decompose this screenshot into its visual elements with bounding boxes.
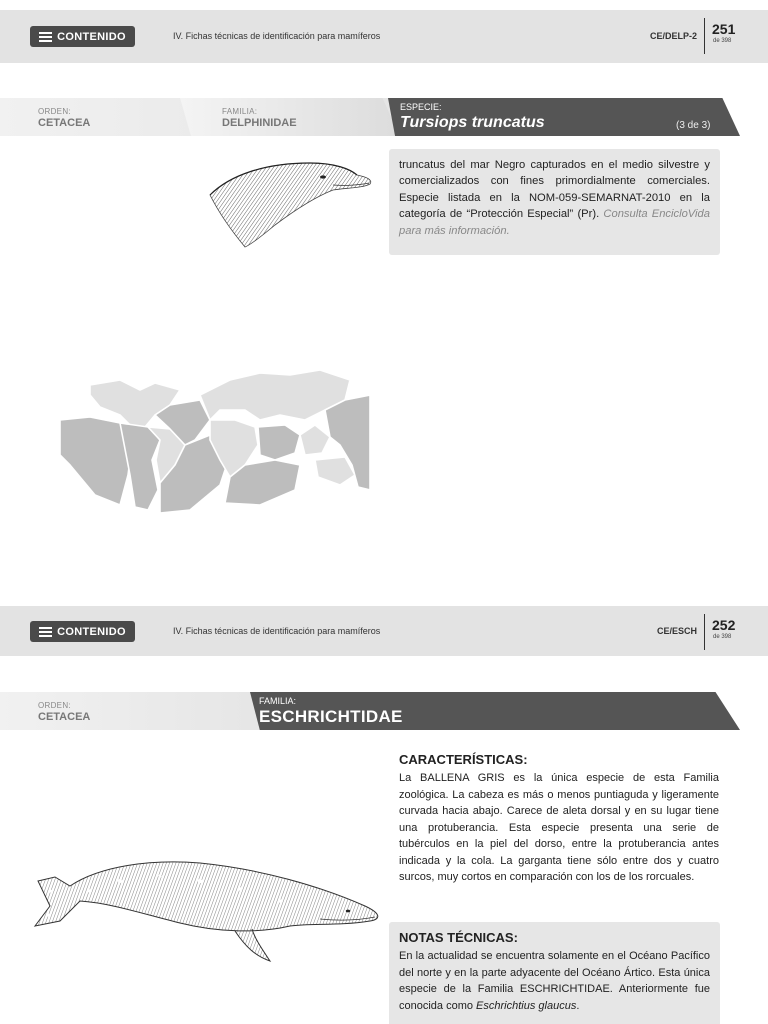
contenido-button[interactable] [30, 621, 135, 642]
notas-end: . [576, 999, 580, 1012]
familia-value: DELPHINIDAE [222, 117, 297, 129]
species-counter: (3 de 3) [676, 120, 711, 131]
distribution-map [60, 365, 370, 515]
contenido-label: CONTENIDO [57, 30, 126, 43]
especie-label: ESPECIE: [400, 102, 442, 112]
orden-label: ORDEN: [38, 701, 71, 710]
document-code: CE/DELP-2 [649, 31, 697, 41]
orden-value: CETACEA [38, 711, 91, 723]
page-number: 252 [712, 617, 736, 633]
species-synonym: Eschrichtius glaucus [476, 999, 577, 1012]
taxonomy-band [0, 692, 768, 730]
species-notes-box [389, 149, 720, 255]
notas-tecnicas-box [389, 922, 720, 1024]
gray-whale-illustration [30, 851, 385, 966]
page-total: de 398 [713, 38, 732, 44]
orden-value: CETACEA [38, 117, 91, 129]
notas-tecnicas-heading: NOTAS TÉCNICAS: [399, 930, 518, 945]
notas-tecnicas-text [399, 948, 710, 1014]
page-252 [0, 596, 768, 1024]
notas-body: En la actualidad se encuentra solamente en el Océano Pacífico del norte y en la parte adyacente del Océano Ártico. Esta única especie de la Familia ESCHRICHTIDAE. Anteriormente fue conocida como [399, 950, 710, 1012]
map-southeast-asia [300, 425, 330, 455]
familia-label: FAMILIA: [222, 107, 258, 116]
section-title: IV. Fichas técnicas de identificación para mamíferos [173, 626, 381, 636]
enciclovida-link[interactable]: Consulta EncicloVida para más información. [399, 208, 710, 237]
species-notes-text: truncatus del mar Negro capturados en el medio silvestre y comercializados con fines primordialmente comerciales. Especie listada en la NOM-059-SEMARNAT-2010 en la categoría de “Protección Especial” (Pr). [399, 159, 710, 221]
caracteristicas-text: La BALLENA GRIS es la única especie de esta Familia zoológica. La cabeza es más o menos puntiaguda y ligeramente curvada hacia abajo. Carece de aleta dorsal y en su lugar tiene una protuberancia. Esta especie presenta una serie de tubérculos en la piel del dorso, entre la protuberancia antes indicada y la cola. La garganta tiene sólo entre dos y cuatro surcos, muy cortos en comparación con los de los rorcuales. [399, 772, 719, 883]
section-title: IV. Fichas técnicas de identificación para mamíferos [173, 31, 381, 41]
caracteristicas-heading: CARACTERÍSTICAS: [399, 752, 528, 767]
orden-label: ORDEN: [38, 107, 71, 116]
contenido-label: CONTENIDO [57, 625, 126, 638]
header-divider [704, 614, 705, 650]
taxonomy-band [0, 98, 768, 136]
map-region-indian [258, 425, 300, 460]
page-header [0, 10, 768, 63]
page-total: de 398 [713, 634, 732, 640]
menu-icon [39, 627, 52, 637]
menu-icon [39, 32, 52, 42]
header-divider [704, 18, 705, 54]
document-code: CE/ESCH [656, 626, 697, 636]
familia-value: ESCHRICHTIDAE [259, 707, 403, 726]
contenido-button[interactable] [30, 26, 135, 47]
page-header [0, 606, 768, 656]
page-number: 251 [712, 21, 736, 37]
dolphin-head-illustration [205, 155, 375, 250]
familia-label: FAMILIA: [259, 696, 297, 706]
especie-value: Tursiops truncatus [400, 114, 545, 131]
